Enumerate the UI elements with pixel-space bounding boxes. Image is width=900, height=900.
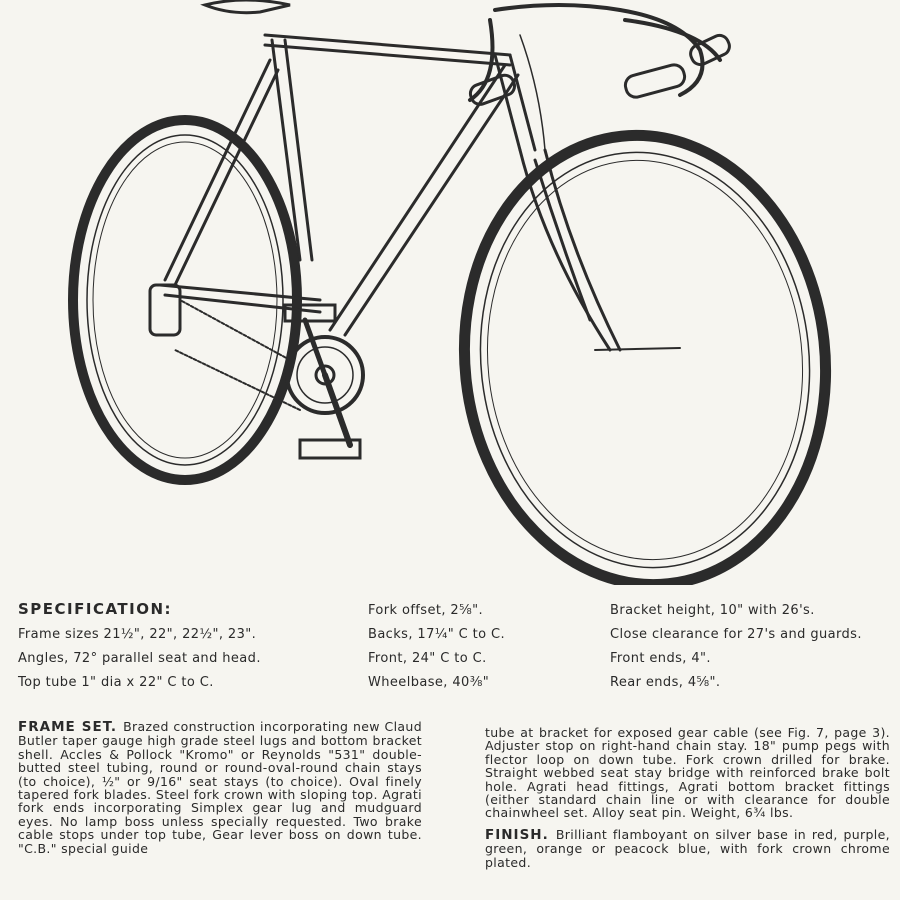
frame-set-right-column <box>485 726 890 869</box>
specification-title: SPECIFICATION: <box>18 600 173 618</box>
spec-backs: Backs, 17¼" C to C. <box>368 627 506 642</box>
spec-clearance: Close clearance for 27's and guards. <box>610 627 862 642</box>
finish-paragraph <box>485 828 890 869</box>
spec-wheelbase: Wheelbase, 40⅜" <box>368 675 490 690</box>
frame-set-right-text: tube at bracket for exposed gear cable (see Fig. 7, page 3). Adjuster stop on right-hand chain stay. 18" pump pegs with flector loop on down tube. Fork crown drilled for brake. Straight webbed seat stay bridge with reinforced brake bolt hole. Agrati head fittings, Agrati bottom bracket fittings (either standard chain line or with clearance for double chainwheel set. Alloy seat pin. Weight, 6¾ lbs. <box>485 725 890 821</box>
saddle <box>205 0 290 13</box>
finish-text: Brilliant flamboyant on silver base in red, purple, green, orange or peacock blue, with fork crown chrome plated. <box>485 826 890 870</box>
rear-wheel-tyre <box>73 120 297 480</box>
spec-angles: Angles, 72° parallel seat and head. <box>18 651 261 666</box>
finish-heading: FINISH. <box>485 826 556 843</box>
spec-front-ends: Front ends, 4". <box>610 651 711 666</box>
front-wheel-tyre <box>442 117 847 585</box>
frame-set-left-text: Brazed construction incorporating new Claud Butler taper gauge high grade steel lugs and bottom bracket shell. Accles & Pollock "Kromo" or Reynolds "531" double-butted steel tubing, round or round-oval-round chain stays (to choice), ½" or 9/16" seat stays (to choice). Oval finely tapered fork blades. Steel fork crown with sloping top. Agrati fork ends incorporating Simplex gear lug and mudguard eyes. No lamp boss unless specially requested. Two brake cable stops under top tube, Gear lever boss on down tube. "C.B." special guide <box>18 719 422 856</box>
spec-front: Front, 24" C to C. <box>368 651 487 666</box>
spec-bracket-height: Bracket height, 10" with 26's. <box>610 603 815 618</box>
frame-set-left-column <box>18 720 422 855</box>
frame-set-heading: FRAME SET. <box>18 719 124 735</box>
frame <box>160 35 535 335</box>
spec-fork-offset: Fork offset, 2⅝". <box>368 603 483 618</box>
spec-rear-ends: Rear ends, 4⅝". <box>610 675 721 690</box>
bicycle-illustration <box>60 0 850 585</box>
spec-frame-sizes: Frame sizes 21½", 22", 22½", 23". <box>18 627 257 642</box>
spec-top-tube: Top tube 1" dia x 22" C to C. <box>18 675 214 690</box>
